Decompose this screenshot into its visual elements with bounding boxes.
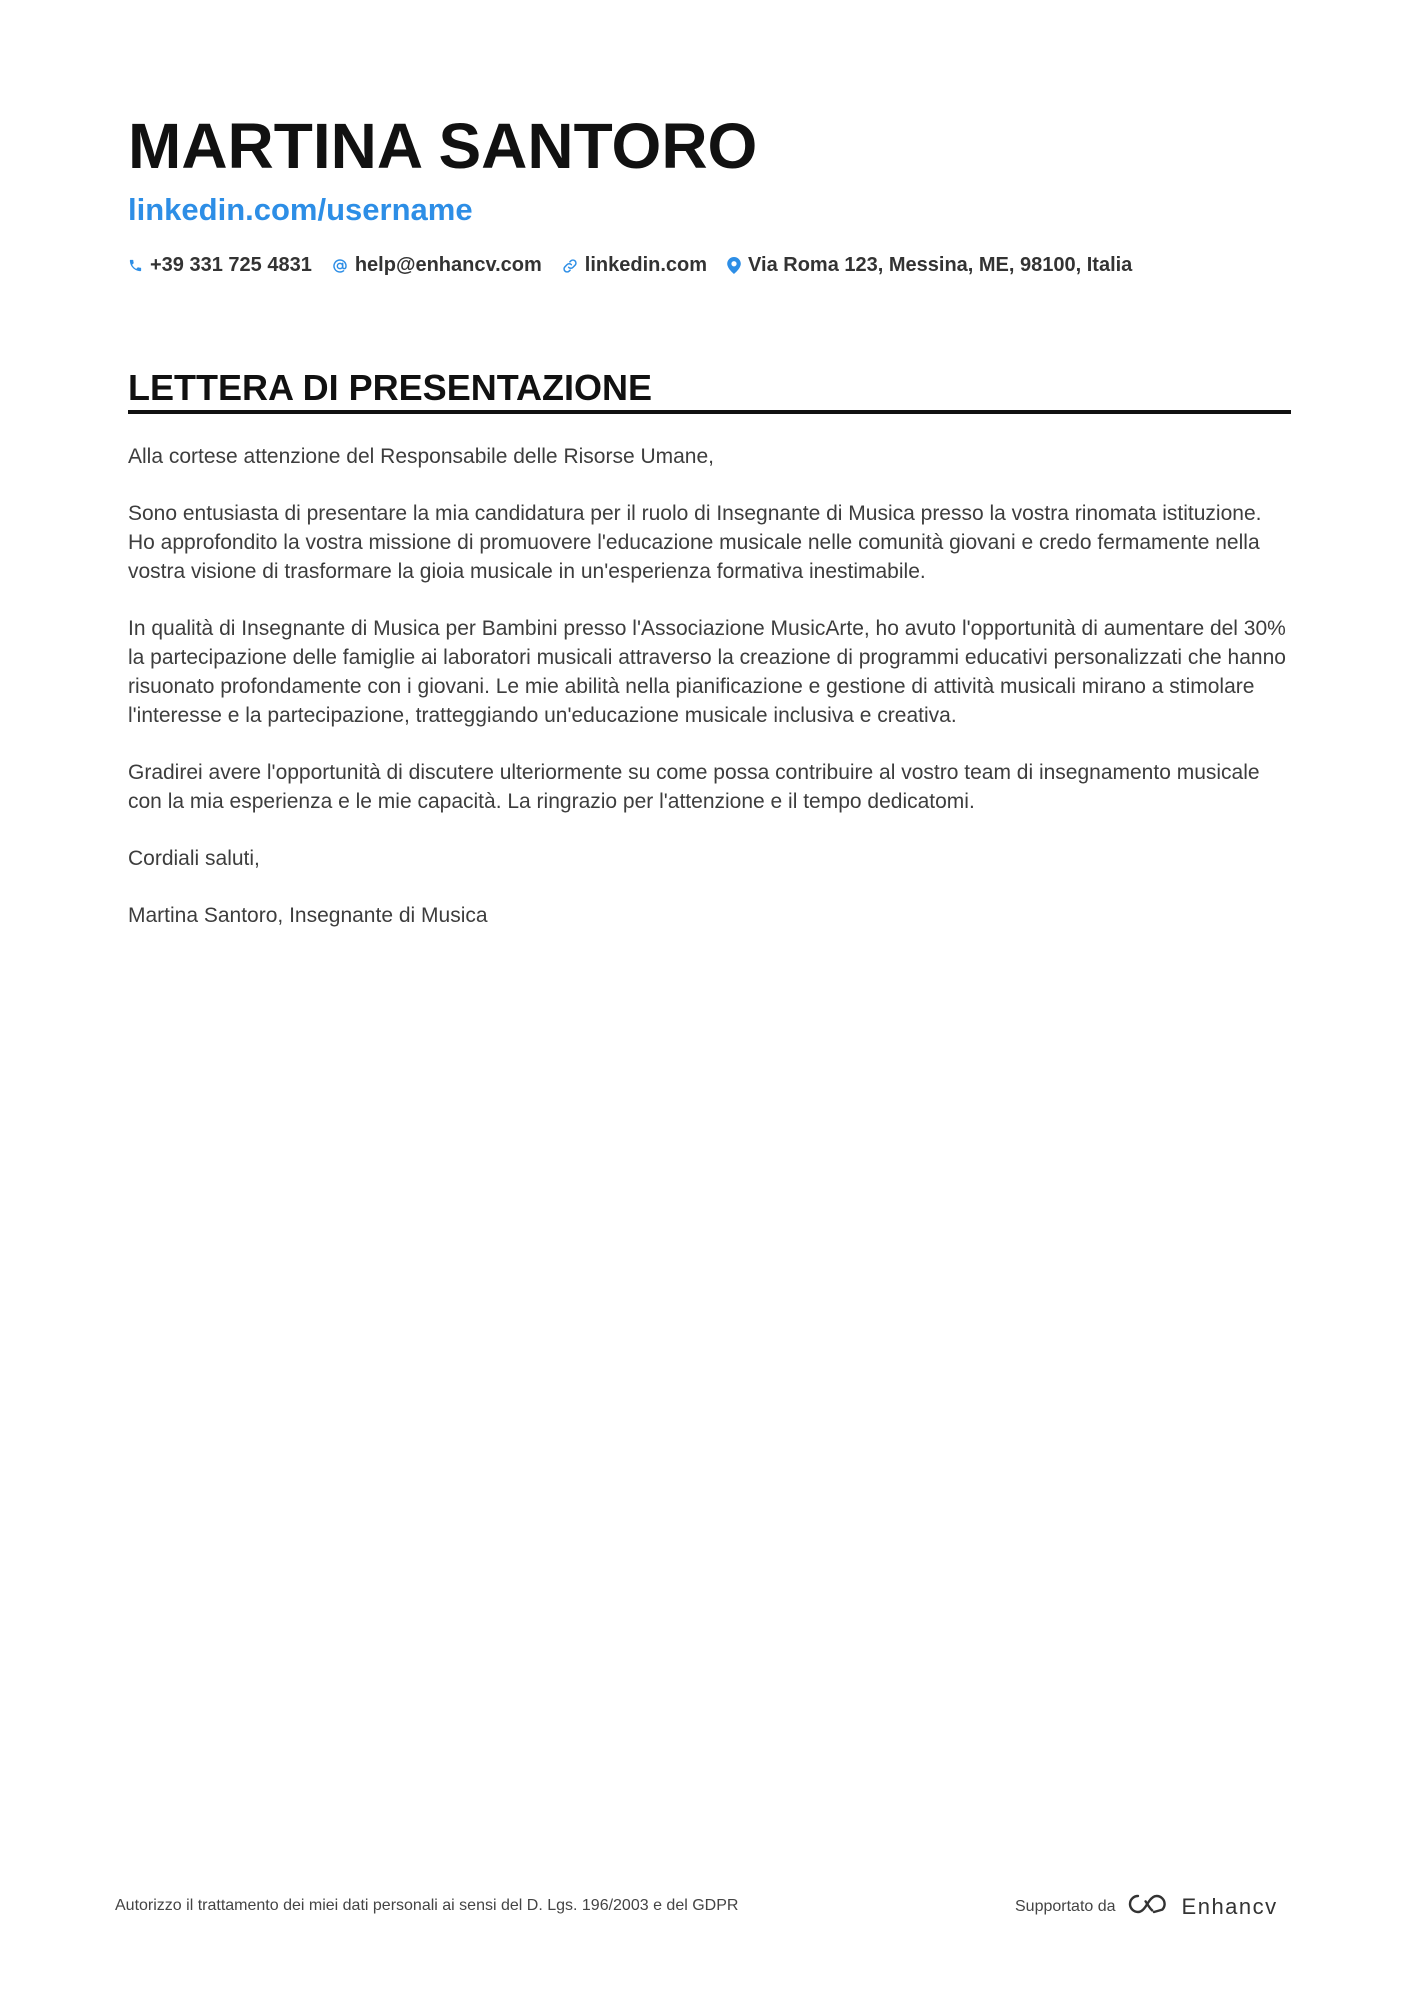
letter-signature: Martina Santoro, Insegnante di Musica bbox=[128, 904, 488, 927]
contact-email[interactable] bbox=[332, 254, 542, 277]
section-divider bbox=[128, 410, 1291, 414]
linkedin-subtitle[interactable]: linkedin.com/username bbox=[128, 192, 473, 227]
letter-salutation: Alla cortese attenzione del Responsabile delle Risorse Umane, bbox=[128, 445, 714, 468]
letter-body bbox=[128, 442, 1291, 958]
privacy-note: Autorizzo il trattamento dei miei dati personali ai sensi del D. Lgs. 196/2003 e del GDPR bbox=[115, 1897, 739, 1914]
location-pin-icon bbox=[727, 257, 741, 274]
letter-closing: Cordiali saluti, bbox=[128, 847, 260, 870]
phone-text: +39 331 725 4831 bbox=[150, 254, 312, 276]
letter-paragraph-1: Sono entusiasta di presentare la mia candidatura per il ruolo di Insegnante di Musica presso la vostra rinomata istituzione. Ho approfondito la vostra missione di promuovere l'educazione musicale nelle comunità giovani e credo fermamente nella vostra visione di trasformare la gioia musicale in un'esperienza formativa inestimabile. bbox=[128, 502, 1262, 583]
brand-name: Enhancv bbox=[1181, 1893, 1278, 1919]
link-icon bbox=[562, 258, 578, 274]
enhancv-logo-icon bbox=[1126, 1892, 1172, 1921]
contact-website[interactable] bbox=[562, 254, 707, 277]
address-text: Via Roma 123, Messina, ME, 98100, Italia bbox=[748, 254, 1133, 276]
phone-icon bbox=[128, 258, 143, 273]
email-text: help@enhancv.com bbox=[354, 254, 542, 276]
applicant-name: MARTINA SANTORO bbox=[128, 110, 758, 182]
letter-paragraph-2: In qualità di Insegnante di Musica per Bambini presso l'Associazione MusicArte, ho avuto l'opportunità di aumentare del 30% la partecipazione delle famiglie ai laboratori musicali attraverso la creazione di programmi educativi personalizzati che hanno risuonato profondamente con i giovani. Le mie abilità nella pianificazione e gestione di attività musicali mirano a stimolare l'interesse e la partecipazione, tratteggiando un'educazione musicale inclusiva e creativa. bbox=[128, 617, 1286, 727]
at-icon bbox=[332, 258, 348, 274]
powered-by-label: Supportato da bbox=[1015, 1897, 1116, 1915]
contact-bar bbox=[128, 254, 1132, 277]
letter-paragraph-3: Gradirei avere l'opportunità di discutere ulteriormente su come possa contribuire al vostro team di insegnamento musicale con la mia esperienza e le mie capacità. La ringrazio per l'attenzione e il tempo dedicatomi. bbox=[128, 761, 1260, 813]
powered-by[interactable] bbox=[1015, 1892, 1278, 1921]
website-text: linkedin.com bbox=[584, 254, 708, 276]
section-title: LETTERA DI PRESENTAZIONE bbox=[128, 367, 653, 408]
contact-phone[interactable] bbox=[128, 254, 312, 277]
contact-address bbox=[727, 254, 1132, 277]
